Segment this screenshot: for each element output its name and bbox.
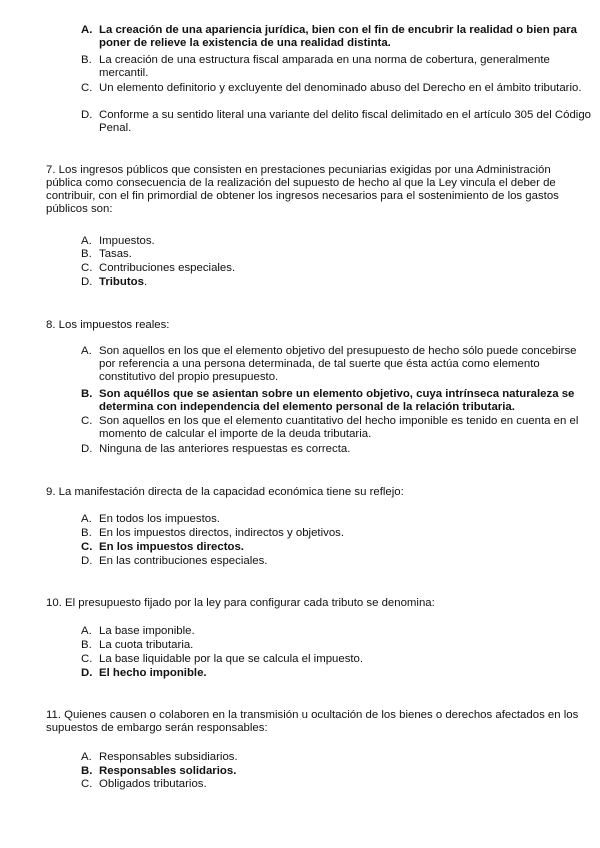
option-text: La base imponible. bbox=[99, 625, 195, 637]
q6-option-b bbox=[81, 54, 591, 80]
option-letter: A. bbox=[81, 625, 92, 637]
option-text: La cuota tributaria. bbox=[99, 639, 194, 651]
option-letter: C. bbox=[81, 541, 93, 553]
option-text: En las contribuciones especiales. bbox=[99, 555, 268, 567]
option-letter: C. bbox=[81, 778, 93, 790]
option-text: Responsables subsidiarios. bbox=[99, 751, 238, 763]
option-text: Son aquellos en los que el elemento cuantitativo del hecho imponible es tenido en cuenta en el momento de calcular el importe de la deuda tributaria. bbox=[99, 415, 579, 440]
q6-option-a bbox=[81, 24, 591, 50]
q8-option-d bbox=[81, 443, 591, 456]
option-letter: B. bbox=[81, 248, 92, 260]
option-letter: B. bbox=[81, 388, 93, 400]
option-letter: D. bbox=[81, 443, 93, 455]
option-text: Contribuciones especiales. bbox=[99, 262, 236, 274]
option-text: El hecho imponible. bbox=[99, 667, 207, 679]
q10-option-c bbox=[81, 653, 591, 666]
q8-option-c bbox=[81, 415, 591, 441]
q10-option-d bbox=[81, 667, 591, 680]
question-text: 10. El presupuesto fijado por la ley para configurar cada tributo se denomina: bbox=[46, 597, 435, 609]
option-text: Ninguna de las anteriores respuestas es correcta. bbox=[99, 443, 351, 455]
option-text: Obligados tributarios. bbox=[99, 778, 207, 790]
option-letter: A. bbox=[81, 235, 92, 247]
option-text: En los impuestos directos, indirectos y objetivos. bbox=[99, 527, 345, 539]
option-text-punct: . bbox=[143, 276, 148, 288]
question-text: 7. Los ingresos públicos que consisten en prestaciones pecuniarias exigidas por una Administración pública como consecuencia de la realización del supuesto de hecho al que la Ley vincula el deber de contribuir, con el fin primordial de obtener los ingresos necesarios para el sostenimiento de los gastos públicos son: bbox=[46, 164, 559, 215]
option-text: Son aquéllos que se asientan sobre un elemento objetivo, cuya intrínseca naturaleza se determina con independencia del elemento personal de la relación tributaria. bbox=[99, 388, 575, 413]
q9-option-c bbox=[81, 541, 591, 554]
option-text: Tasas. bbox=[99, 248, 132, 260]
option-letter: B. bbox=[81, 54, 92, 66]
option-text: Son aquellos en los que el elemento objetivo del presupuesto de hecho sólo puede concebirse por referencia a una persona determinada, de tal suerte que ésta actúa como elemento constitutivo del propio presupuesto. bbox=[99, 345, 577, 383]
option-letter: A. bbox=[81, 24, 93, 36]
q9-option-d bbox=[81, 555, 591, 568]
option-text: Conforme a su sentido literal una variante del delito fiscal delimitado en el artículo 305 del Código Penal. bbox=[99, 109, 591, 134]
option-letter: B. bbox=[81, 639, 92, 651]
option-letter: D. bbox=[81, 667, 93, 679]
option-letter: A. bbox=[81, 751, 92, 763]
option-text: En todos los impuestos. bbox=[99, 513, 220, 525]
question-text: 8. Los impuestos reales: bbox=[46, 319, 170, 331]
q7-option-d bbox=[81, 276, 591, 289]
q7-option-c bbox=[81, 262, 591, 275]
q11-option-c bbox=[81, 778, 591, 791]
q11-option-a bbox=[81, 751, 591, 764]
option-letter: D. bbox=[81, 276, 93, 288]
q6-option-c bbox=[81, 82, 591, 95]
option-letter: C. bbox=[81, 82, 93, 94]
q9-option-b bbox=[81, 527, 591, 540]
q10-option-b bbox=[81, 639, 591, 652]
q8-option-a bbox=[81, 345, 591, 384]
option-text: Impuestos. bbox=[99, 235, 155, 247]
option-text: La base liquidable por la que se calcula el impuesto. bbox=[99, 653, 364, 665]
q7-option-a bbox=[81, 235, 591, 248]
option-text: Responsables solidarios. bbox=[99, 765, 237, 777]
q7-option-b bbox=[81, 248, 591, 261]
question-text: 9. La manifestación directa de la capacidad económica tiene su reflejo: bbox=[46, 486, 404, 498]
option-text-answer: Tributos bbox=[99, 276, 144, 288]
option-letter: A. bbox=[81, 513, 92, 525]
option-text: La creación de una apariencia jurídica, bien con el fin de encubrir la realidad o bien para poner de relieve la existencia de una realidad distinta. bbox=[99, 24, 577, 49]
q11-option-b bbox=[81, 765, 591, 778]
option-letter: B. bbox=[81, 765, 93, 777]
option-letter: D. bbox=[81, 109, 93, 121]
option-text: Un elemento definitorio y excluyente del denominado abuso del Derecho en el ámbito tributario. bbox=[99, 82, 582, 94]
option-letter: B. bbox=[81, 527, 92, 539]
option-letter: C. bbox=[81, 262, 93, 274]
option-letter: C. bbox=[81, 653, 93, 665]
option-text: La creación de una estructura fiscal amparada en una norma de cobertura, generalmente mercantil. bbox=[99, 54, 550, 79]
q8-option-b bbox=[81, 388, 591, 414]
option-letter: D. bbox=[81, 555, 93, 567]
question-text: 11. Quienes causen o colaboren en la transmisión u ocultación de los bienes o derechos afectados en los supuestos de embargo serán responsables: bbox=[46, 709, 579, 734]
option-text: En los impuestos directos. bbox=[99, 541, 244, 553]
option-letter: A. bbox=[81, 345, 92, 357]
q9-option-a bbox=[81, 513, 591, 526]
option-letter: C. bbox=[81, 415, 93, 427]
q10-option-a bbox=[81, 625, 591, 638]
q6-option-d bbox=[81, 109, 591, 135]
